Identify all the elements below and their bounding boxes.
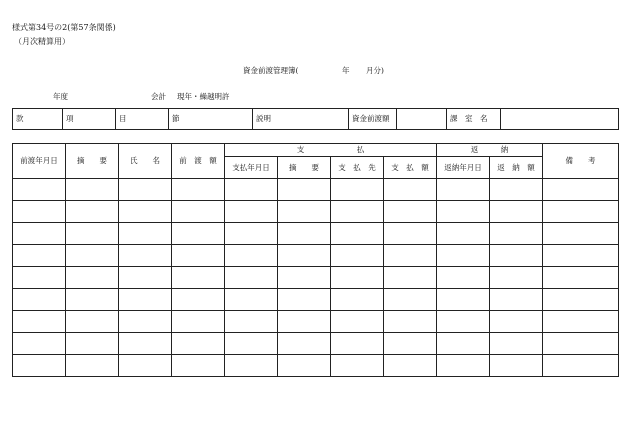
cell-remarks[interactable] bbox=[543, 355, 619, 377]
cell-return-amount[interactable] bbox=[490, 245, 543, 267]
cell-name[interactable] bbox=[119, 289, 172, 311]
moku-label: 目 bbox=[116, 109, 169, 130]
cell-remarks[interactable] bbox=[543, 179, 619, 201]
title-prefix: 資金前渡管理簿( bbox=[243, 66, 299, 75]
table-row bbox=[13, 333, 619, 355]
cell-payee[interactable] bbox=[331, 223, 384, 245]
cell-name[interactable] bbox=[119, 267, 172, 289]
cell-remarks[interactable] bbox=[543, 333, 619, 355]
table-row bbox=[13, 179, 619, 201]
cell-payment-amount[interactable] bbox=[384, 289, 437, 311]
cell-advance-amount[interactable] bbox=[172, 289, 225, 311]
cell-return-amount[interactable] bbox=[490, 333, 543, 355]
cell-return-amount[interactable] bbox=[490, 223, 543, 245]
cell-return-amount[interactable] bbox=[490, 267, 543, 289]
col-payment-summary: 摘 要 bbox=[278, 157, 331, 179]
kou-label: 項 bbox=[63, 109, 116, 130]
cell-name[interactable] bbox=[119, 311, 172, 333]
cell-advance-amount[interactable] bbox=[172, 311, 225, 333]
cell-return-date[interactable] bbox=[437, 311, 490, 333]
cell-payment-amount[interactable] bbox=[384, 267, 437, 289]
advance-amount-label: 資金前渡額 bbox=[349, 109, 397, 130]
cell-advance-amount[interactable] bbox=[172, 223, 225, 245]
cell-payee[interactable] bbox=[331, 333, 384, 355]
col-return-date: 返納年月日 bbox=[437, 157, 490, 179]
cell-summary[interactable] bbox=[66, 333, 119, 355]
cell-payment-date[interactable] bbox=[225, 201, 278, 223]
advance-amount-value[interactable] bbox=[397, 109, 447, 130]
cell-return-amount[interactable] bbox=[490, 311, 543, 333]
table-row bbox=[13, 311, 619, 333]
cell-advance-amount[interactable] bbox=[172, 267, 225, 289]
cell-return-date[interactable] bbox=[437, 245, 490, 267]
fiscal-year-label: 年度 bbox=[53, 92, 68, 101]
cell-payment-date[interactable] bbox=[225, 311, 278, 333]
page-title bbox=[243, 67, 298, 75]
cell-payment-date[interactable] bbox=[225, 245, 278, 267]
cell-payee[interactable] bbox=[331, 355, 384, 377]
section-name-label: 課 室 名 bbox=[447, 109, 501, 130]
cell-remarks[interactable] bbox=[543, 223, 619, 245]
cell-payment-date[interactable] bbox=[225, 267, 278, 289]
cell-return-amount[interactable] bbox=[490, 201, 543, 223]
cell-advance-date[interactable] bbox=[13, 289, 66, 311]
col-group-return: 返 納 bbox=[437, 144, 543, 157]
cell-payment-date[interactable] bbox=[225, 355, 278, 377]
cell-remarks[interactable] bbox=[543, 311, 619, 333]
cell-return-date[interactable] bbox=[437, 179, 490, 201]
cell-return-amount[interactable] bbox=[490, 289, 543, 311]
cell-summary[interactable] bbox=[66, 201, 119, 223]
cell-payment-amount[interactable] bbox=[384, 311, 437, 333]
cell-payment-amount[interactable] bbox=[384, 245, 437, 267]
table-row bbox=[13, 355, 619, 377]
col-advance-amount: 前 渡 額 bbox=[172, 144, 225, 179]
cell-return-date[interactable] bbox=[437, 267, 490, 289]
cell-advance-amount[interactable] bbox=[172, 245, 225, 267]
ledger-table bbox=[12, 143, 619, 377]
table-row bbox=[13, 201, 619, 223]
col-payment-amount: 支 払 額 bbox=[384, 157, 437, 179]
col-summary: 摘 要 bbox=[66, 144, 119, 179]
title-month-label: 月分) bbox=[366, 66, 384, 75]
cell-advance-date[interactable] bbox=[13, 333, 66, 355]
cell-payment-summary[interactable] bbox=[278, 201, 331, 223]
cell-summary[interactable] bbox=[66, 311, 119, 333]
form-number: 様式第34号の2(第57条関係) bbox=[12, 23, 116, 32]
cell-payment-summary[interactable] bbox=[278, 267, 331, 289]
cell-payee[interactable] bbox=[331, 289, 384, 311]
col-payee: 支 払 先 bbox=[331, 157, 384, 179]
cell-payee[interactable] bbox=[331, 267, 384, 289]
cell-payment-date[interactable] bbox=[225, 223, 278, 245]
cell-summary[interactable] bbox=[66, 223, 119, 245]
cell-summary[interactable] bbox=[66, 289, 119, 311]
cell-payment-summary[interactable] bbox=[278, 289, 331, 311]
cell-payment-summary[interactable] bbox=[278, 245, 331, 267]
cell-name[interactable] bbox=[119, 333, 172, 355]
cell-name[interactable] bbox=[119, 223, 172, 245]
cell-return-date[interactable] bbox=[437, 201, 490, 223]
cell-name[interactable] bbox=[119, 355, 172, 377]
cell-summary[interactable] bbox=[66, 267, 119, 289]
carryover-label: 現年・繰越明許 bbox=[177, 92, 230, 101]
cell-summary[interactable] bbox=[66, 355, 119, 377]
col-group-payment: 支 払 bbox=[225, 144, 437, 157]
cell-return-date[interactable] bbox=[437, 289, 490, 311]
cell-payee[interactable] bbox=[331, 201, 384, 223]
col-return-amount: 返 納 額 bbox=[490, 157, 543, 179]
cell-advance-date[interactable] bbox=[13, 245, 66, 267]
cell-payment-amount[interactable] bbox=[384, 223, 437, 245]
cell-advance-date[interactable] bbox=[13, 223, 66, 245]
cell-payment-date[interactable] bbox=[225, 179, 278, 201]
cell-payment-date[interactable] bbox=[225, 333, 278, 355]
cell-payee[interactable] bbox=[331, 245, 384, 267]
title-year-label: 年 bbox=[342, 66, 350, 75]
cell-return-amount[interactable] bbox=[490, 179, 543, 201]
cell-name[interactable] bbox=[119, 201, 172, 223]
setsumei-label: 説明 bbox=[253, 109, 349, 130]
cell-remarks[interactable] bbox=[543, 289, 619, 311]
cell-advance-date[interactable] bbox=[13, 311, 66, 333]
cell-payee[interactable] bbox=[331, 179, 384, 201]
cell-summary[interactable] bbox=[66, 179, 119, 201]
account-label: 会計 bbox=[151, 92, 166, 101]
budget-classification-row bbox=[12, 108, 619, 130]
cell-return-date[interactable] bbox=[437, 355, 490, 377]
cell-advance-amount[interactable] bbox=[172, 179, 225, 201]
table-row bbox=[13, 289, 619, 311]
cell-payment-summary[interactable] bbox=[278, 333, 331, 355]
cell-advance-amount[interactable] bbox=[172, 333, 225, 355]
col-advance-date: 前渡年月日 bbox=[13, 144, 66, 179]
col-name: 氏 名 bbox=[119, 144, 172, 179]
cell-payment-amount[interactable] bbox=[384, 201, 437, 223]
table-row bbox=[13, 245, 619, 267]
cell-name[interactable] bbox=[119, 245, 172, 267]
table-row bbox=[13, 223, 619, 245]
cell-advance-date[interactable] bbox=[13, 355, 66, 377]
cell-advance-amount[interactable] bbox=[172, 201, 225, 223]
cell-remarks[interactable] bbox=[543, 201, 619, 223]
cell-remarks[interactable] bbox=[543, 245, 619, 267]
table-row bbox=[13, 267, 619, 289]
cell-payment-summary[interactable] bbox=[278, 179, 331, 201]
cell-payment-date[interactable] bbox=[225, 289, 278, 311]
cell-advance-amount[interactable] bbox=[172, 355, 225, 377]
cell-payment-summary[interactable] bbox=[278, 355, 331, 377]
cell-return-date[interactable] bbox=[437, 333, 490, 355]
cell-advance-date[interactable] bbox=[13, 179, 66, 201]
col-payment-date: 支払年月日 bbox=[225, 157, 278, 179]
section-name-value[interactable] bbox=[501, 109, 619, 130]
kan-label: 款 bbox=[13, 109, 63, 130]
cell-return-amount[interactable] bbox=[490, 355, 543, 377]
cell-remarks[interactable] bbox=[543, 267, 619, 289]
cell-advance-date[interactable] bbox=[13, 201, 66, 223]
setsu-label: 節 bbox=[169, 109, 253, 130]
col-remarks: 備 考 bbox=[543, 144, 619, 179]
cell-payment-amount[interactable] bbox=[384, 333, 437, 355]
cell-payment-summary[interactable] bbox=[278, 223, 331, 245]
cell-payee[interactable] bbox=[331, 311, 384, 333]
cell-return-date[interactable] bbox=[437, 223, 490, 245]
cell-payment-summary[interactable] bbox=[278, 311, 331, 333]
cell-payment-amount[interactable] bbox=[384, 179, 437, 201]
form-subtitle: （月次精算用） bbox=[14, 37, 70, 46]
cell-payment-amount[interactable] bbox=[384, 355, 437, 377]
cell-advance-date[interactable] bbox=[13, 267, 66, 289]
cell-name[interactable] bbox=[119, 179, 172, 201]
cell-summary[interactable] bbox=[66, 245, 119, 267]
